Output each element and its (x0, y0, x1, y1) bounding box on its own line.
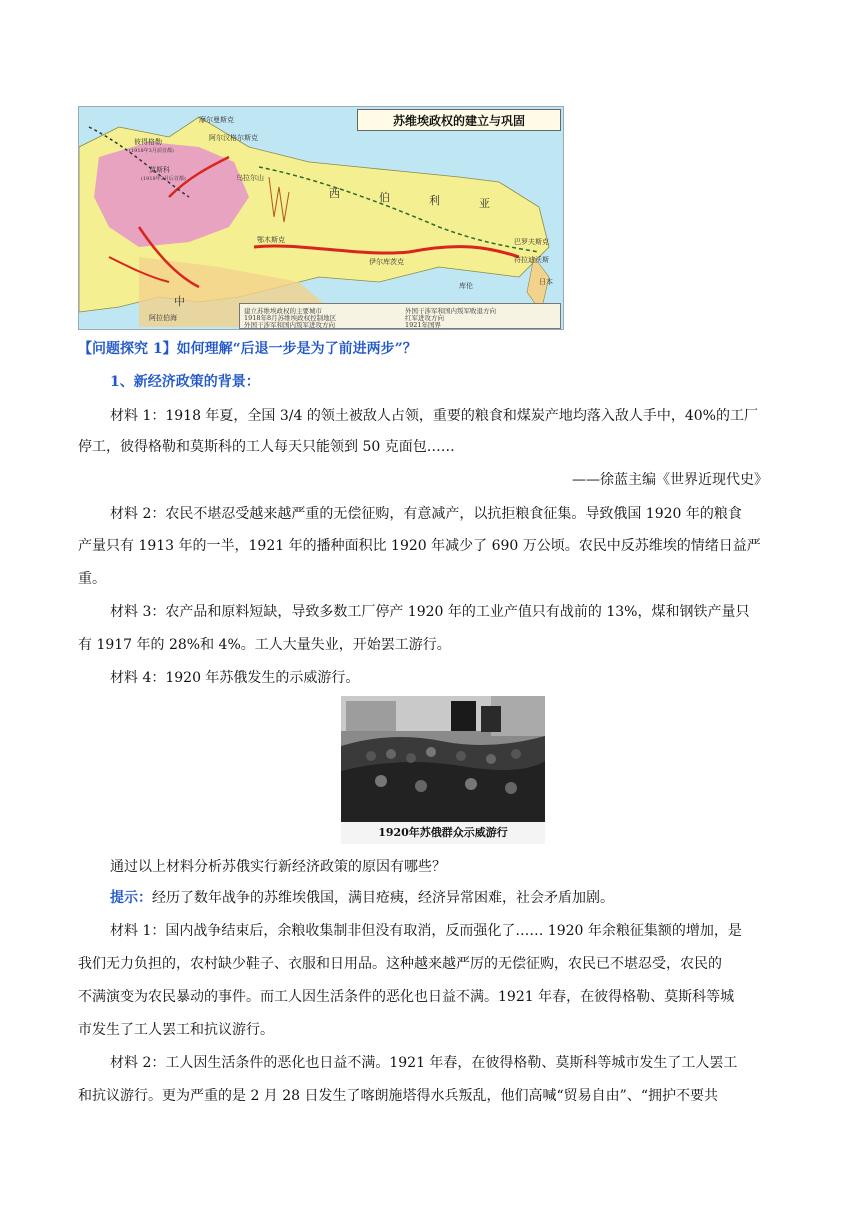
map-label-mountain: 乌拉尔山 (236, 174, 264, 182)
paragraph-2-line: 材料 2：工人因生活条件的恶化也日益不满。1921 年春，在彼得格勒、莫斯科等城市发生了工人罢工 (110, 1055, 738, 1071)
legend-item: 1918年8月苏维埃政权控制地区 (244, 314, 337, 322)
map-label-sea: 阿拉伯海 (149, 314, 177, 322)
soviet-regime-map (78, 106, 564, 330)
material-3-line: 有 1917 年的 28%和 4%。工人大量失业，开始罢工游行。 (78, 637, 451, 653)
material-1-line: 材料 1：1918 年夏，全国 3/4 的领土被敌人占领，重要的粮食和煤炭产地均落入敌人手中，40%的工厂 (110, 408, 758, 424)
paragraph-1-line: 我们无力负担的，农村缺少鞋子、衣服和日用品。这种越来越严厉的无偿征购，农民已不堪忍受，农民的 (78, 956, 722, 972)
map-label-moscow-note: (1918年3月后首都) (141, 176, 186, 182)
map-label-ya: 亚 (479, 197, 490, 210)
legend-item: 1921年国界 (405, 321, 442, 329)
map-label-vladivostok2: 符拉迪沃斯 (514, 256, 549, 264)
material-2-line: 材料 2：农民不堪忍受越来越严重的无偿征购，有意减产，以抗拒粮食征集。导致俄国 1920 年的粮食 (110, 506, 742, 522)
material-1-source: ——徐蓝主编《世界近现代史》 (572, 472, 768, 488)
map-label-li: 利 (429, 194, 440, 207)
map-label-vladivostok: 巴罗夫斯克 (514, 238, 549, 246)
legend-item: 外国干涉军和国内叛军败退方向 (405, 307, 496, 315)
hint-label: 提示： (110, 890, 152, 906)
map-title: 苏维埃政权的建立与巩固 (357, 109, 561, 131)
material-4-line: 材料 4：1920 年苏俄发生的示威游行。 (110, 670, 360, 686)
map-label-japan: 日本 (539, 278, 553, 286)
question-heading: 【问题探究 1】如何理解“后退一步是为了前进两步”？ (78, 341, 417, 357)
map-label-xi: 西 (329, 187, 340, 200)
map-label-china: 中 (174, 295, 185, 308)
map-label-petrograd-note: (1918年3月前首都) (129, 148, 174, 154)
hint-text: 经历了数年战争的苏维埃俄国，满目疮痍，经济异常困难，社会矛盾加剧。 (152, 890, 614, 906)
photo-graphic (341, 696, 545, 822)
material-2-line: 重。 (78, 571, 106, 587)
map-label-omsk: 鄂木斯克 (257, 236, 285, 244)
paragraph-1-line: 市发生了工人罢工和抗议游行。 (78, 1022, 274, 1038)
hint-line (110, 888, 614, 908)
paragraph-1-line: 材料 1：国内战争结束后，余粮收集制非但没有取消，反而强化了…… 1920 年余粮征集额的增加，是 (110, 923, 742, 939)
map-label-kulun: 库伦 (459, 282, 473, 290)
map-legend (239, 303, 561, 329)
paragraph-1-line: 不满演变为农民暴动的事件。而工人因生活条件的恶化也日益不满。1921 年春，在彼得格勒、莫斯科等城 (78, 989, 735, 1005)
map-label-murmansk: 摩尔曼斯克 (199, 116, 234, 124)
photo-caption: 1920年苏俄群众示威游行 (341, 822, 545, 844)
material-3-line: 材料 3：农产品和原料短缺，导致多数工厂停产 1920 年的工业产值只有战前的 13%，煤和钢铁产量只 (110, 604, 750, 620)
legend-item: 建立苏维埃政权的主要城市 (244, 307, 322, 315)
map-label-irkutsk: 伊尔库茨克 (369, 258, 404, 266)
legend-item: 红军进攻方向 (405, 314, 444, 322)
section-heading: 1、新经济政策的背景： (110, 374, 260, 390)
demonstration-photo (341, 696, 545, 822)
paragraph-2-line: 和抗议游行。更为严重的是 2 月 28 日发生了喀朗施塔得水兵叛乱，他们高喊“贸易自由”、“拥护不要共 (78, 1088, 718, 1104)
material-2-line: 产量只有 1913 年的一半，1921 年的播种面积比 1920 年减少了 690 万公顷。农民中反苏维埃的情绪日益严 (78, 538, 761, 554)
map-label-moscow: 莫斯科 (149, 166, 170, 174)
map-label-petrograd: 彼得格勒 (134, 138, 162, 146)
map-label-arkhangelsk: 阿尔汉格尔斯克 (209, 134, 258, 142)
material-1-line: 停工，彼得格勒和莫斯科的工人每天只能领到 50 克面包…… (78, 439, 455, 455)
map-label-bo: 伯 (379, 191, 390, 204)
legend-item: 外国干涉军和国内叛军进攻方向 (244, 321, 335, 329)
analysis-question: 通过以上材料分析苏俄实行新经济政策的原因有哪些？ (110, 859, 446, 875)
